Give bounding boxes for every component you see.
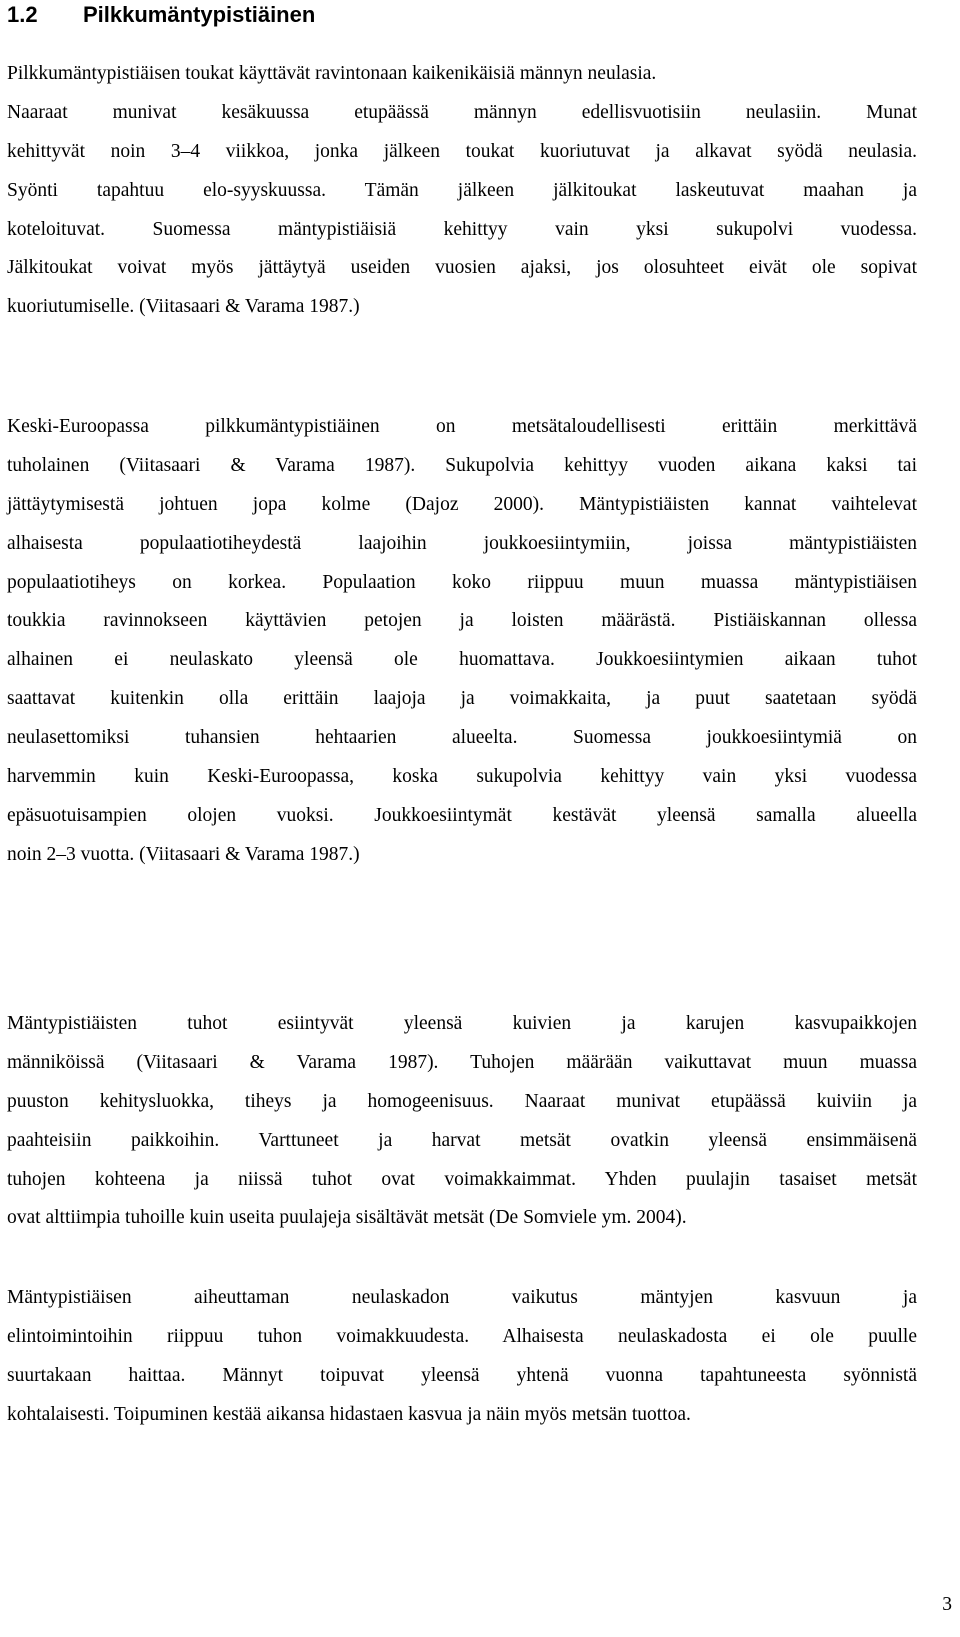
paragraph-line: toukkia ravinnokseen käyttävien petojen ja loisten määrästä. Pistiäiskannan ollessa <box>7 610 917 632</box>
paragraph-line: Jälkitoukat voivat myös jättäytyä useiden vuosien ajaksi, jos olosuhteet eivät ole sopivat <box>7 257 917 279</box>
paragraph-line: jättäytymisestä johtuen jopa kolme (Dajoz 2000). Mäntypistiäisten kannat vaihtelevat <box>7 493 917 515</box>
paragraph-line: kohtalaisesti. Toipuminen kestää aikansa hidastaen kasvua ja näin myös metsän tuottoa. <box>7 1403 691 1425</box>
paragraph-line: männiköissä (Viitasaari & Varama 1987). Tuhojen määrään vaikuttavat muun muassa <box>7 1051 917 1073</box>
paragraph-line: epäsuotuisampien olojen vuoksi. Joukkoesiintymät kestävät yleensä samalla alueella <box>7 804 917 826</box>
paragraph-1 <box>7 55 917 327</box>
paragraph-line: saattavat kuitenkin olla erittäin laajoja ja voimakkaita, ja puut saatetaan syödä <box>7 688 917 710</box>
paragraph-line: suurtakaan haittaa. Männyt toipuvat yleensä yhtenä vuonna tapahtuneesta syönnistä <box>7 1364 917 1386</box>
paragraph-line: Mäntypistiäisten tuhot esiintyvät yleensä kuivien ja karujen kasvupaikkojen <box>7 1013 917 1034</box>
paragraph-line: puuston kehitysluokka, tiheys ja homogeenisuus. Naaraat munivat etupäässä kuiviin ja <box>7 1090 917 1112</box>
paragraph-line: Syönti tapahtuu elo-syyskuussa. Tämän jälkeen jälkitoukat laskeutuvat maahan ja <box>7 179 917 201</box>
paragraph-line: ovat alttiimpia tuhoille kuin useita puulajeja sisältävät metsät (De Somviele ym. 2004). <box>7 1207 687 1229</box>
paragraph-line: Mäntypistiäisen aiheuttaman neulaskadon vaikutus mäntyjen kasvuun ja <box>7 1287 917 1308</box>
page-number: 3 <box>942 1594 952 1615</box>
paragraph-line: elintoimintoihin riippuu tuhon voimakkuudesta. Alhaisesta neulaskadosta ei ole puulle <box>7 1325 917 1347</box>
paragraph-line: neulasettomiksi tuhansien hehtaarien alueelta. Suomessa joukkoesiintymiä on <box>7 727 917 749</box>
paragraph-line: koteloituvat. Suomessa mäntypistiäisiä kehittyy vain yksi sukupolvi vuodessa. <box>7 218 917 240</box>
paragraph-line: noin 2–3 vuotta. (Viitasaari & Varama 1987.) <box>7 843 360 865</box>
paragraph-line: tuhojen kohteena ja niissä tuhot ovat voimakkaimmat. Yhden puulajin tasaiset metsät <box>7 1168 917 1190</box>
paragraph-line: alhaisesta populaatiotiheydestä laajoihin joukkoesiintymiin, joissa mäntypistiäisten <box>7 532 917 554</box>
paragraph-2 <box>7 408 917 875</box>
paragraph-line: Naaraat munivat kesäkuussa etupäässä männyn edellisvuotisiin neulasiin. Munat <box>7 101 917 123</box>
paragraph-line: Keski-Euroopassa pilkkumäntypistiäinen on metsätaloudellisesti erittäin merkittävä <box>7 416 917 437</box>
paragraph-line: harvemmin kuin Keski-Euroopassa, koska sukupolvia kehittyy vain yksi vuodessa <box>7 766 917 788</box>
paragraph-4 <box>7 1279 917 1435</box>
paragraph-line: alhainen ei neulaskato yleensä ole huomattava. Joukkoesiintymien aikaan tuhot <box>7 649 917 671</box>
paragraph-line: kehittyvät noin 3–4 viikkoa, jonka jälkeen toukat kuoriutuvat ja alkavat syödä neulasia. <box>7 140 917 162</box>
paragraph-line: kuoriutumiselle. (Viitasaari & Varama 1987.) <box>7 296 360 318</box>
section-title: Pilkkumäntypistiäinen <box>83 2 316 27</box>
paragraph-3 <box>7 1005 917 1238</box>
paragraph-line: paahteisiin paikkoihin. Varttuneet ja harvat metsät ovatkin yleensä ensimmäisenä <box>7 1129 917 1151</box>
section-number: 1.2 <box>7 2 38 27</box>
section-heading <box>7 0 315 30</box>
paragraph-line: tuholainen (Viitasaari & Varama 1987). Sukupolvia kehittyy vuoden aikana kaksi tai <box>7 454 917 476</box>
paragraph-line: Pilkkumäntypistiäisen toukat käyttävät ravintonaan kaikenikäisiä männyn neulasia. <box>7 63 657 84</box>
paragraph-line: populaatiotiheys on korkea. Populaation koko riippuu muun muassa mäntypistiäisen <box>7 571 917 593</box>
